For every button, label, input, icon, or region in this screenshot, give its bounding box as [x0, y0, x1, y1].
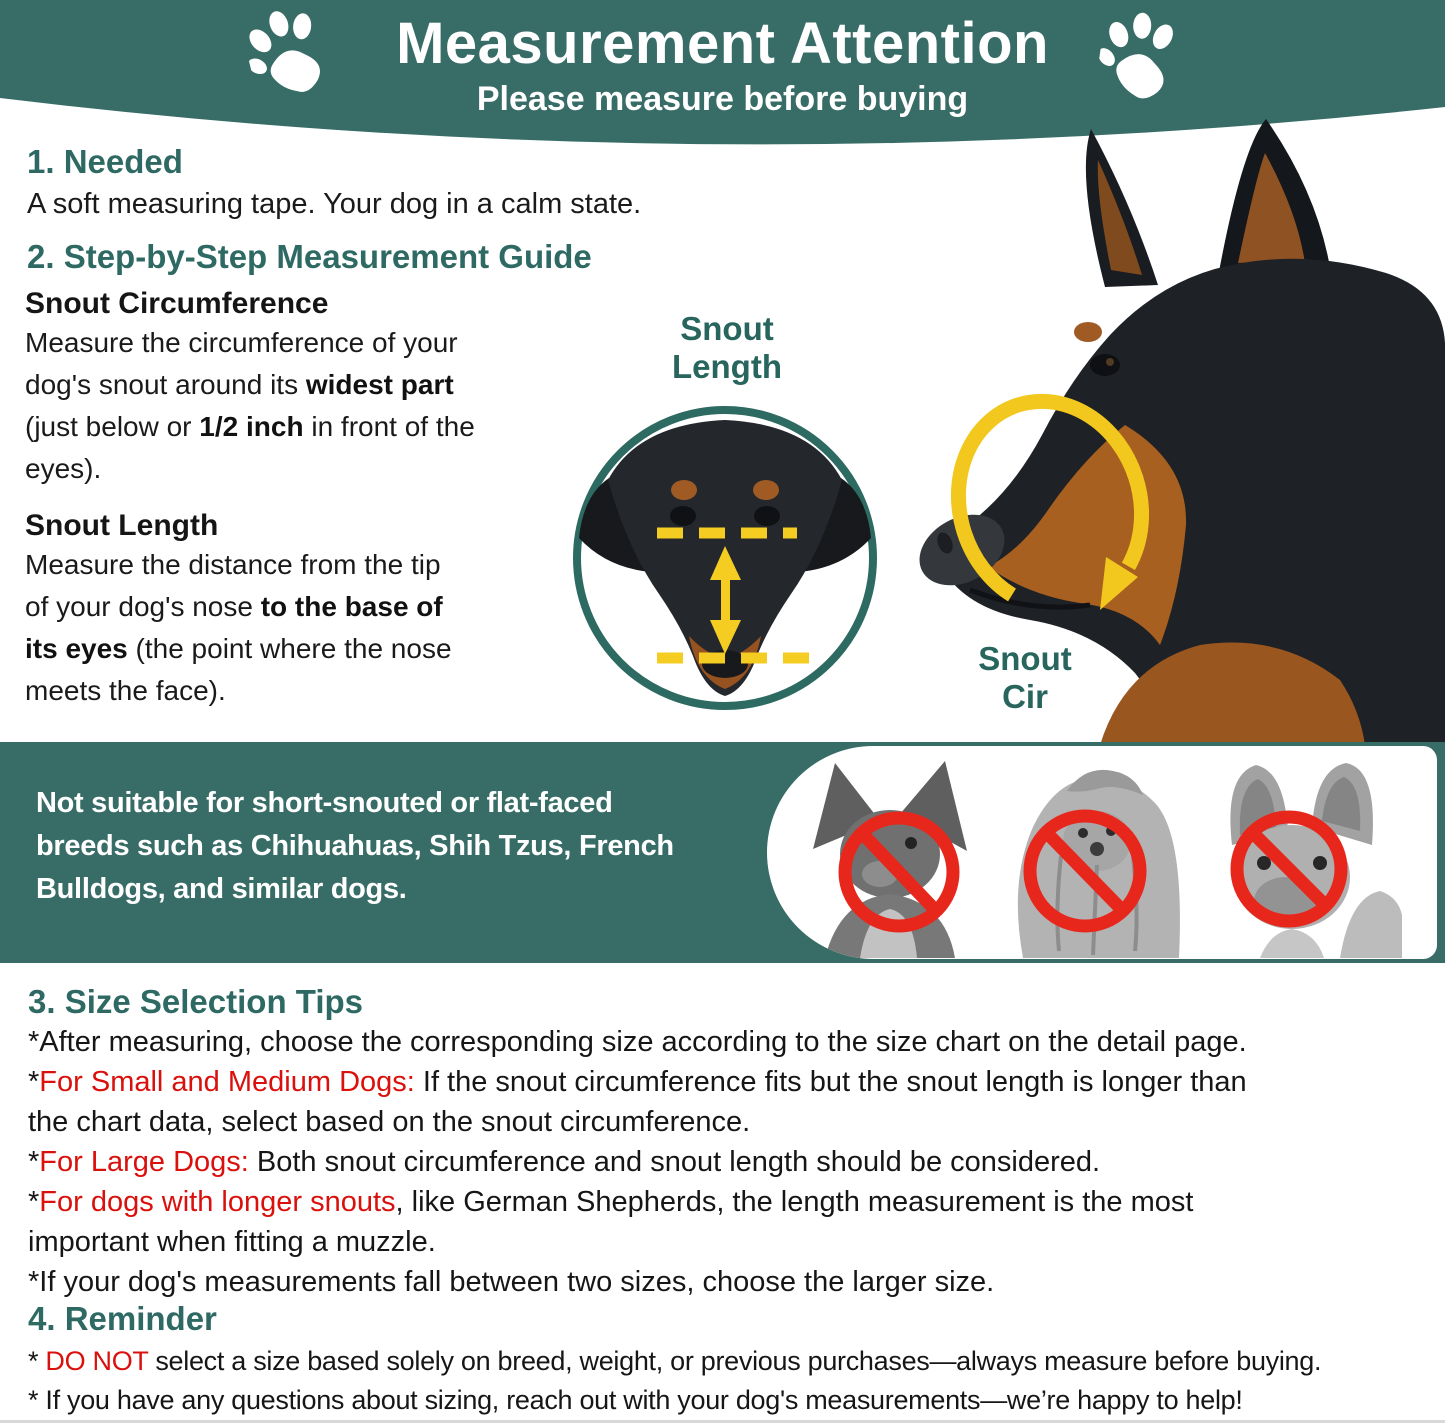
tip-line: important when fitting a muzzle. — [28, 1226, 436, 1258]
snout-cir-label: Snout Cir — [978, 640, 1072, 715]
size-tips-list — [28, 1022, 1247, 1302]
reminder-line: * DO NOT select a size based solely on breed, weight, or previous purchases—always measure before buying. — [28, 1346, 1322, 1376]
snout-length-label: Snout Length — [672, 310, 782, 385]
shih-tzu-photo — [1005, 761, 1197, 958]
text-line: Measure the circumference of your — [25, 327, 458, 358]
snout-length-heading: Snout Length — [25, 509, 219, 542]
warning-band — [0, 742, 1445, 963]
section-2-heading: 2. Step-by-Step Measurement Guide — [27, 238, 592, 275]
tip-line: the chart data, select based on the snout circumference. — [28, 1106, 751, 1138]
text-line: meets the face). — [25, 675, 226, 706]
french-bulldog-photo — [1220, 757, 1402, 958]
tip-line: *For Large Dogs: Both snout circumference and snout length should be considered. — [28, 1146, 1101, 1178]
reminder-line: * If you have any questions about sizing, reach out with your dog's measurements—we’re happy to help! — [28, 1385, 1243, 1415]
tip-line: *For Small and Medium Dogs: If the snout circumference fits but the snout length is longer than — [28, 1066, 1247, 1098]
snout-circumference-paragraph — [25, 322, 475, 490]
text-line: dog's snout around its widest part — [25, 369, 454, 400]
restricted-dogs-panel — [767, 746, 1437, 959]
warning-text: Not suitable for short-snouted or flat-faced breeds such as Chihuahuas, Shih Tzus, French Bulldogs, and similar dogs. — [36, 787, 674, 905]
page-subtitle: Please measure before buying — [476, 80, 969, 118]
snout-length-paragraph — [25, 544, 452, 712]
snout-circumference-heading: Snout Circumference — [25, 287, 329, 320]
text-line: of your dog's nose to the base of — [25, 591, 443, 622]
tip-line: *After measuring, choose the corresponding size according to the size chart on the detail page. — [28, 1026, 1247, 1058]
section-1-body: A soft measuring tape. Your dog in a calm state. — [27, 188, 642, 220]
chihuahua-photo — [795, 759, 990, 958]
tip-line: *If your dog's measurements fall between two sizes, choose the larger size. — [28, 1266, 995, 1298]
section-3-heading: 3. Size Selection Tips — [28, 983, 364, 1020]
section-1-heading: 1. Needed — [27, 143, 183, 180]
text-line: (just below or 1/2 inch in front of the — [25, 411, 475, 442]
text-line: its eyes (the point where the nose — [25, 633, 452, 664]
doberman-eye — [1090, 354, 1120, 376]
text-line: Measure the distance from the tip — [25, 549, 441, 580]
text-line: eyes). — [25, 453, 102, 484]
snout-length-diagram — [565, 400, 887, 722]
page-title: Measurement Attention — [396, 11, 1049, 76]
section-4-heading: 4. Reminder — [28, 1300, 217, 1337]
tip-line: *For dogs with longer snouts, like German Shepherds, the length measurement is the most — [28, 1186, 1194, 1218]
paw-icon — [1094, 7, 1189, 106]
reminder-list — [28, 1342, 1321, 1420]
